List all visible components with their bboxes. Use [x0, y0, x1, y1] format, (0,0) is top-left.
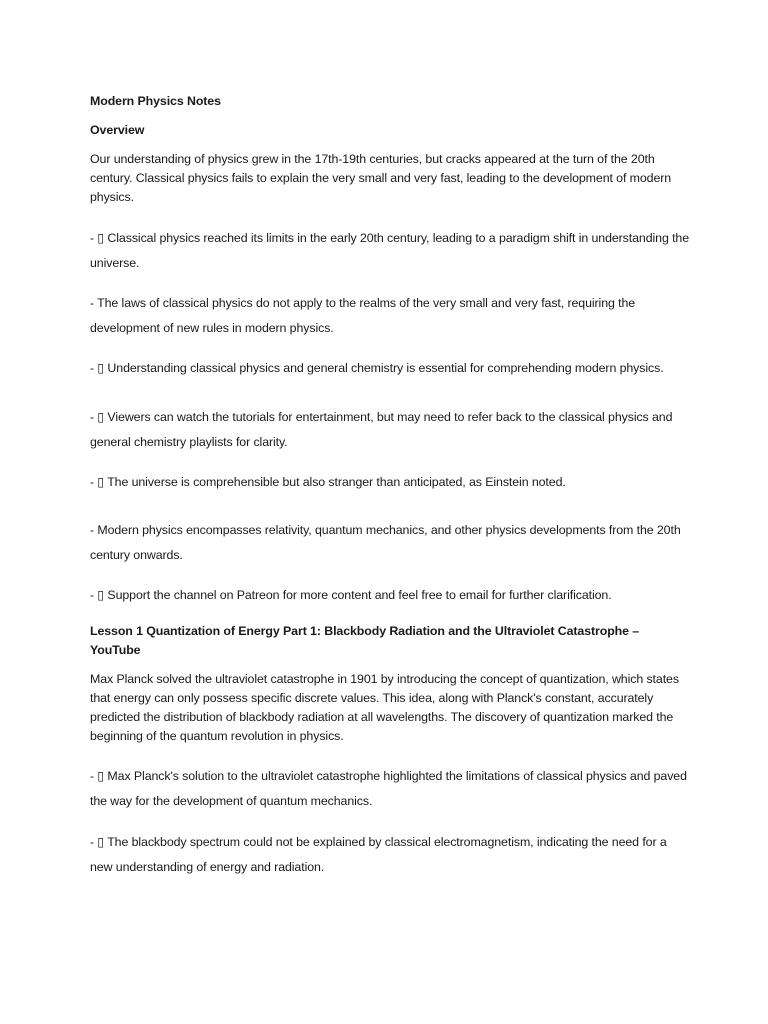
overview-bullet-7: - ▯ Support the channel on Patreon for more content and feel free to email for further clarification.	[90, 588, 612, 602]
lesson1-bullet-1: - ▯ Max Planck's solution to the ultraviolet catastrophe highlighted the limitations of classical physics and paved the way for the development of quantum mechanics.	[90, 769, 687, 808]
overview-bullet-2: - The laws of classical physics do not apply to the realms of the very small and very fast, requiring the development of new rules in modern physics.	[90, 296, 636, 335]
lesson1-heading: Lesson 1 Quantization of Energy Part 1: Blackbody Radiation and the Ultraviolet Catastrophe – YouTube	[90, 624, 640, 657]
overview-bullet-4: - ▯ Viewers can watch the tutorials for entertainment, but may need to refer back to the classical physics and general chemistry playlists for clarity.	[90, 410, 673, 449]
overview-bullet-1: - ▯ Classical physics reached its limits in the early 20th century, leading to a paradigm shift in understanding the universe.	[90, 231, 689, 270]
overview-bullet-3: - ▯ Understanding classical physics and general chemistry is essential for comprehending modern physics.	[90, 361, 664, 375]
overview-heading: Overview	[90, 123, 145, 137]
lesson1-paragraph: Max Planck solved the ultraviolet catastrophe in 1901 by introducing the concept of quantization, which states that energy can only possess specific discrete values. This idea, along with Planck's constant, accurately predicted the distribution of blackbody radiation at all wavelengths. The discovery of quantization marked the beginning of the quantum revolution in physics.	[90, 672, 679, 743]
overview-bullet-6: - Modern physics encompasses relativity, quantum mechanics, and other physics developments from the 20th century onwards.	[90, 523, 681, 562]
lesson1-bullet-2: - ▯ The blackbody spectrum could not be explained by classical electromagnetism, indicating the need for a new understanding of energy and radiation.	[90, 835, 667, 874]
overview-bullet-5: - ▯ The universe is comprehensible but also stranger than anticipated, as Einstein noted.	[90, 475, 566, 489]
document-title: Modern Physics Notes	[90, 94, 221, 108]
overview-paragraph: Our understanding of physics grew in the 17th-19th centuries, but cracks appeared at the turn of the 20th century. Classical physics fails to explain the very small and very fast, leading to the development of modern physics.	[90, 152, 672, 204]
